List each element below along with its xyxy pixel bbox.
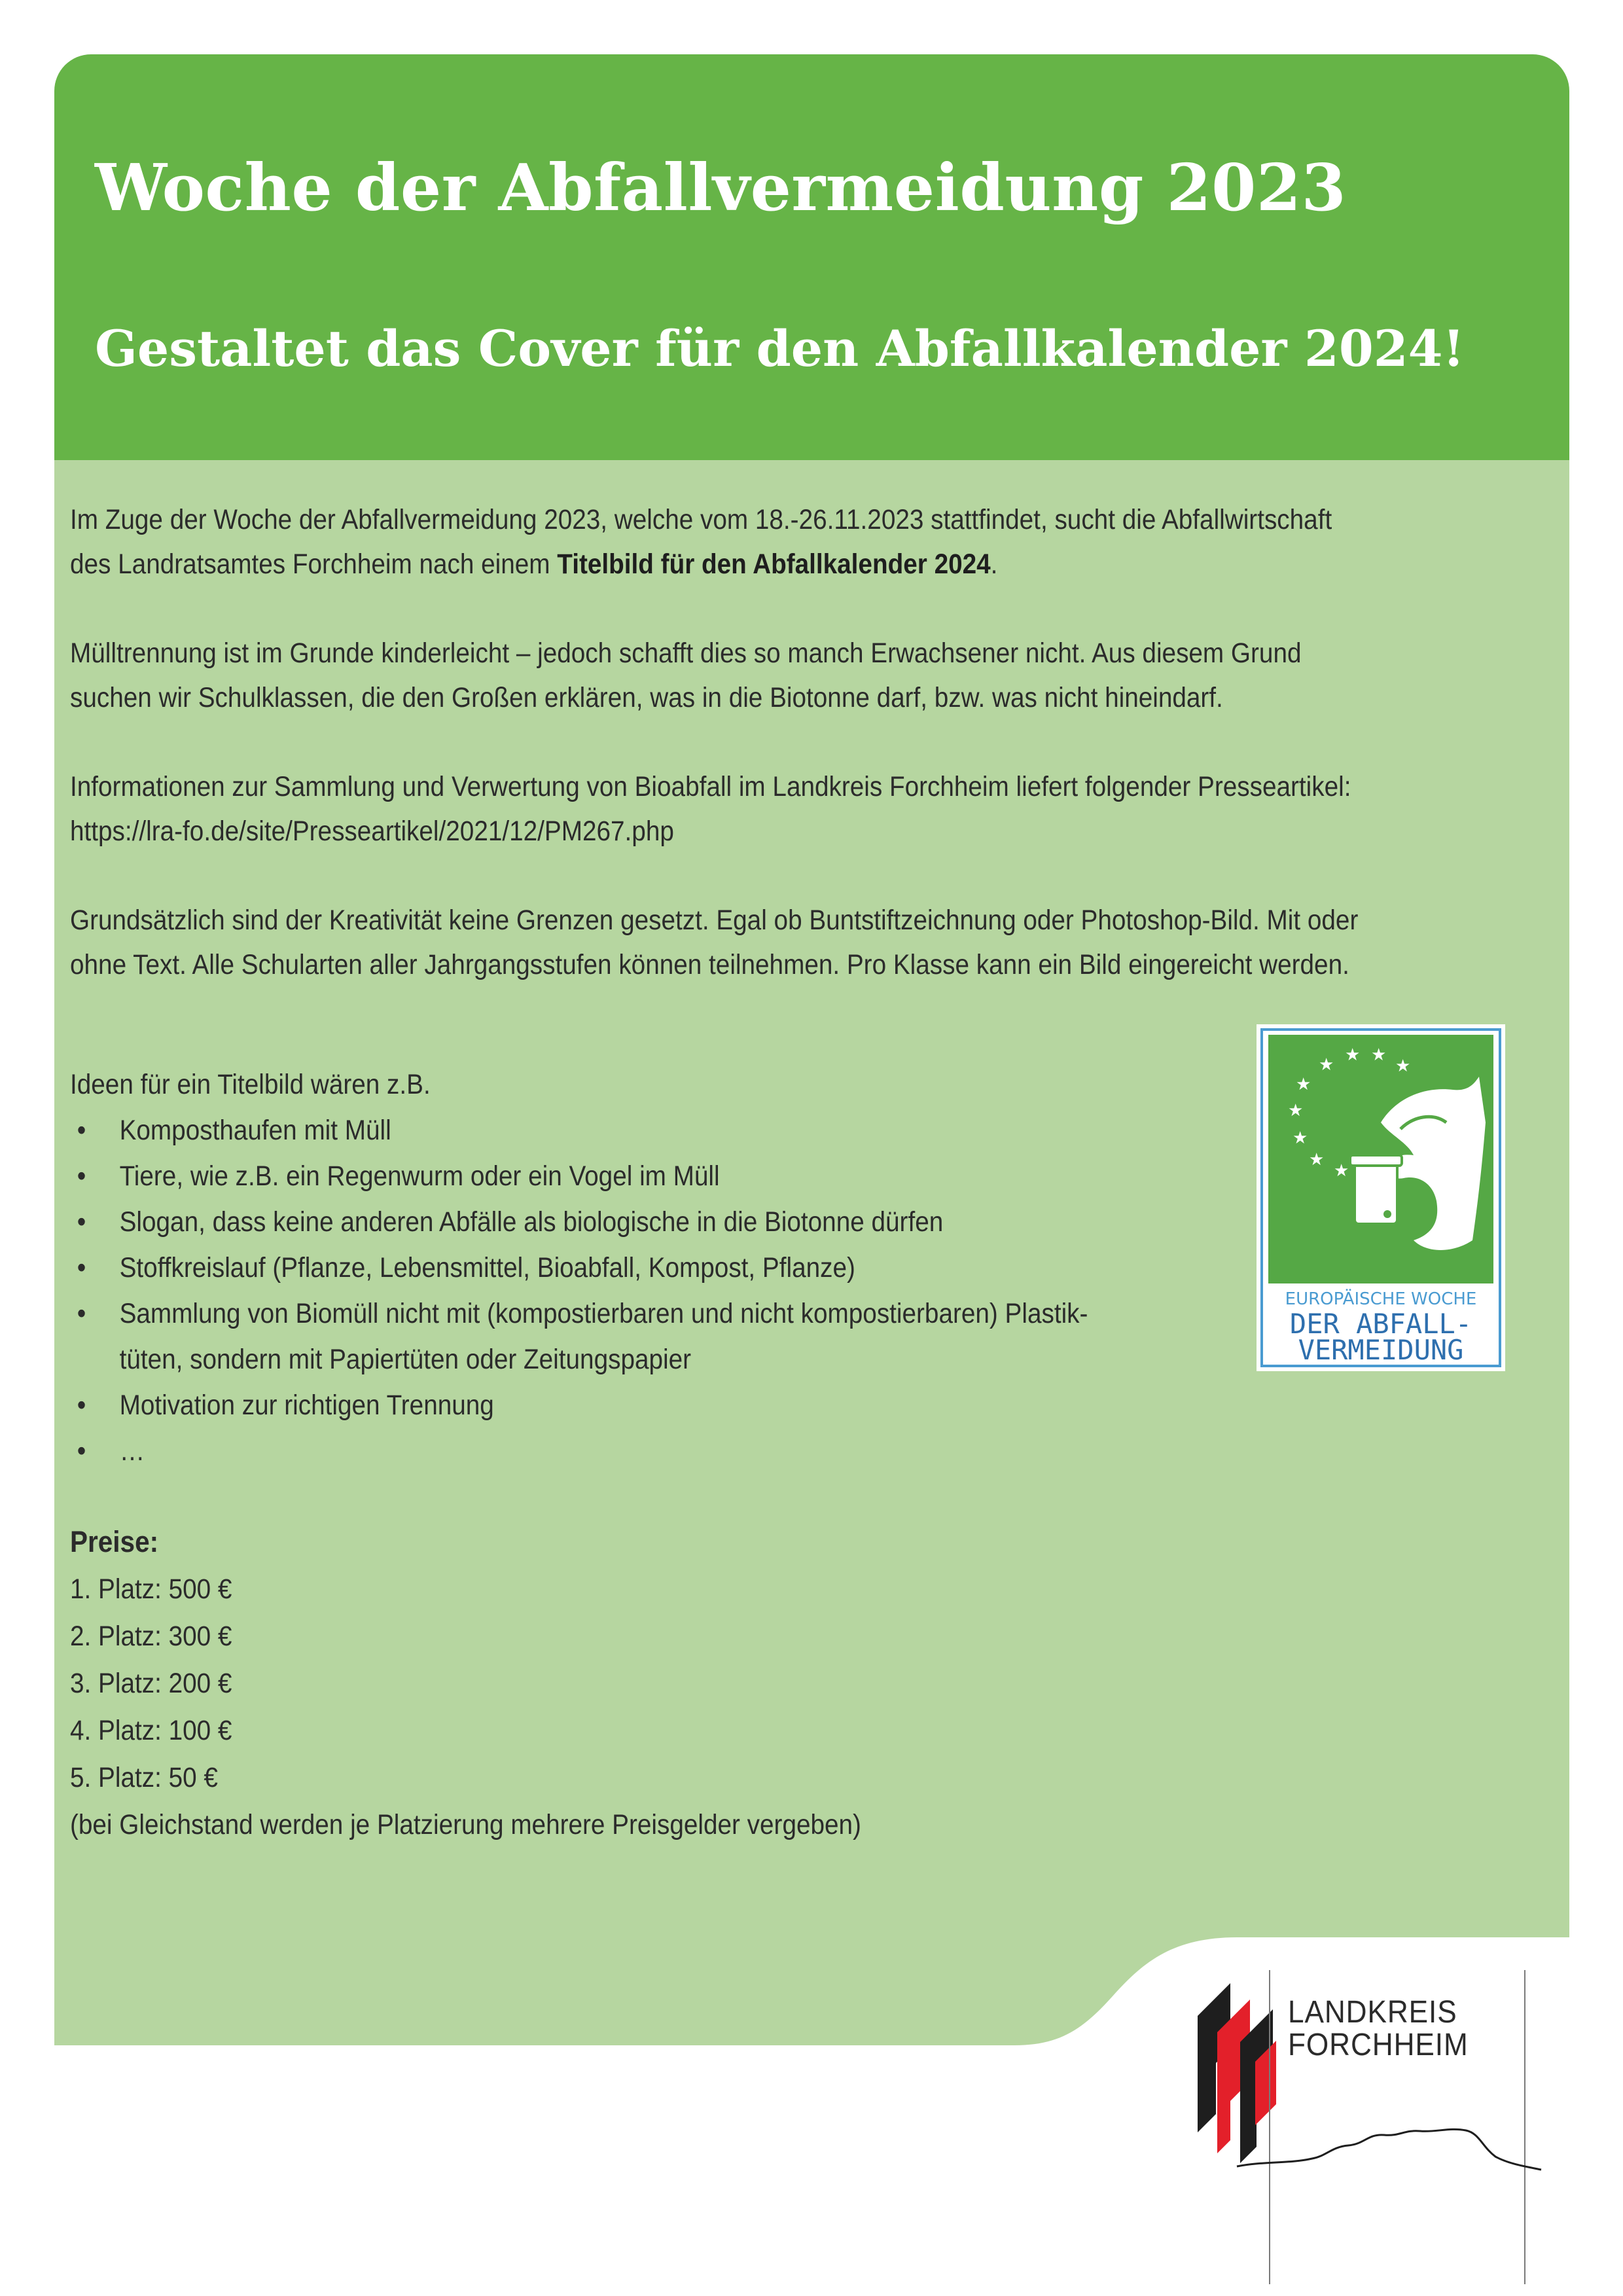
landkreis-line1: LANDKREIS xyxy=(1288,1995,1457,2030)
list-item: • Motivation zur richtigen Trennung xyxy=(70,1382,1130,1428)
eu-week-logo xyxy=(1257,1024,1505,1371)
eu-logo-line2: DER ABFALL- xyxy=(1289,1308,1472,1340)
text-line: des Landratsamtes Forchheim nach einem xyxy=(70,548,558,580)
paragraph-intro xyxy=(70,497,1395,586)
prize-place: 2. Platz: 300 € xyxy=(70,1621,232,1652)
list-item-continuation: tüten, sondern mit Papiertüten oder Zeitungspapier xyxy=(119,1344,692,1375)
page-title: Woche der Abfallvermeidung 2023 xyxy=(95,151,1347,226)
paragraph-creativity xyxy=(70,898,1395,987)
prize-place: 1. Platz: 500 € xyxy=(70,1573,232,1605)
svg-text:★: ★ xyxy=(1319,1055,1334,1075)
coat-of-arms-icon xyxy=(1198,1983,1276,2163)
svg-text:★: ★ xyxy=(1345,1045,1361,1065)
page-subtitle: Gestaltet das Cover für den Abfallkalender 2024! xyxy=(95,319,1465,378)
list-item-text: Sammlung von Biomüll nicht mit (kompostierbaren und nicht kompostierbaren) Plastik- xyxy=(119,1298,1088,1329)
list-item: • Slogan, dass keine anderen Abfälle als biologische in die Biotonne dürfen xyxy=(70,1199,1130,1245)
svg-text:★: ★ xyxy=(1395,1056,1411,1076)
text-line: Im Zuge der Woche der Abfallvermeidung 2023, welche vom 18.-26.11.2023 stattfindet, sucht die Abfallwirtschaft xyxy=(70,504,1332,535)
ideas-list xyxy=(70,1107,1130,1474)
svg-text:★: ★ xyxy=(1371,1045,1387,1065)
list-item xyxy=(70,1291,1130,1382)
text-line: Grundsätzlich sind der Kreativität keine Grenzen gesetzt. Egal ob Buntstiftzeichnung oder Photoshop-Bild. Mit oder xyxy=(70,905,1359,936)
eu-logo-line3: VERMEIDUNG xyxy=(1298,1334,1464,1366)
list-item: • Stoffkreislauf (Pflanze, Lebensmittel, Bioabfall, Kompost, Pflanze) xyxy=(70,1245,1130,1291)
svg-text:★: ★ xyxy=(1334,1161,1349,1181)
landscape-line-icon xyxy=(1237,2129,1541,2170)
prize-place: 3. Platz: 200 € xyxy=(70,1668,232,1699)
prizes-section xyxy=(70,1518,1130,1848)
bold-text: Titelbild für den Abfallkalender 2024 xyxy=(557,548,991,580)
text-line: . xyxy=(990,548,998,580)
svg-text:★: ★ xyxy=(1309,1150,1325,1170)
text-line: suchen wir Schulklassen, die den Großen erklären, was in die Biotonne darf, bzw. was nicht hineindarf. xyxy=(70,682,1223,713)
header-banner xyxy=(54,54,1569,460)
list-item: • Komposthaufen mit Müll xyxy=(70,1107,1130,1153)
text-line: Informationen zur Sammlung und Verwertung von Bioabfall im Landkreis Forchheim liefert folgender Presseartikel: xyxy=(70,771,1351,802)
ideas-intro: Ideen für ein Titelbild wären z.B. xyxy=(70,1069,431,1100)
text-line: Mülltrennung ist im Grunde kinderleicht – jedoch schafft dies so manch Erwachsener nicht. Aus diesem Grund xyxy=(70,637,1302,669)
landkreis-name xyxy=(1288,1996,1469,2062)
list-item: • Tiere, wie z.B. ein Regenwurm oder ein Vogel im Müll xyxy=(70,1153,1130,1199)
article-link[interactable]: https://lra-fo.de/site/Presseartikel/2021/12/PM267.php xyxy=(70,816,674,847)
intro-text xyxy=(70,497,1395,1031)
svg-text:★: ★ xyxy=(1296,1075,1311,1094)
prizes-note: (bei Gleichstand werden je Platzierung mehrere Preisgelder vergeben) xyxy=(70,1809,861,1840)
prize-place: 4. Platz: 100 € xyxy=(70,1715,232,1746)
svg-text:★: ★ xyxy=(1293,1128,1308,1148)
landkreis-line2: FORCHHEIM xyxy=(1288,2028,1469,2062)
paragraph-separation xyxy=(70,631,1395,720)
text-line: ohne Text. Alle Schularten aller Jahrgangsstufen können teilnehmen. Pro Klasse kann ein Bild eingereicht werden. xyxy=(70,949,1349,980)
svg-text:★: ★ xyxy=(1288,1101,1304,1121)
paragraph-information xyxy=(70,764,1395,853)
prizes-heading: Preise: xyxy=(70,1525,159,1558)
ideas-section xyxy=(70,1062,1130,1474)
list-item: • … xyxy=(70,1428,1130,1474)
eu-logo-line1: EUROPÄISCHE WOCHE xyxy=(1285,1289,1477,1309)
prize-place: 5. Platz: 50 € xyxy=(70,1762,218,1793)
